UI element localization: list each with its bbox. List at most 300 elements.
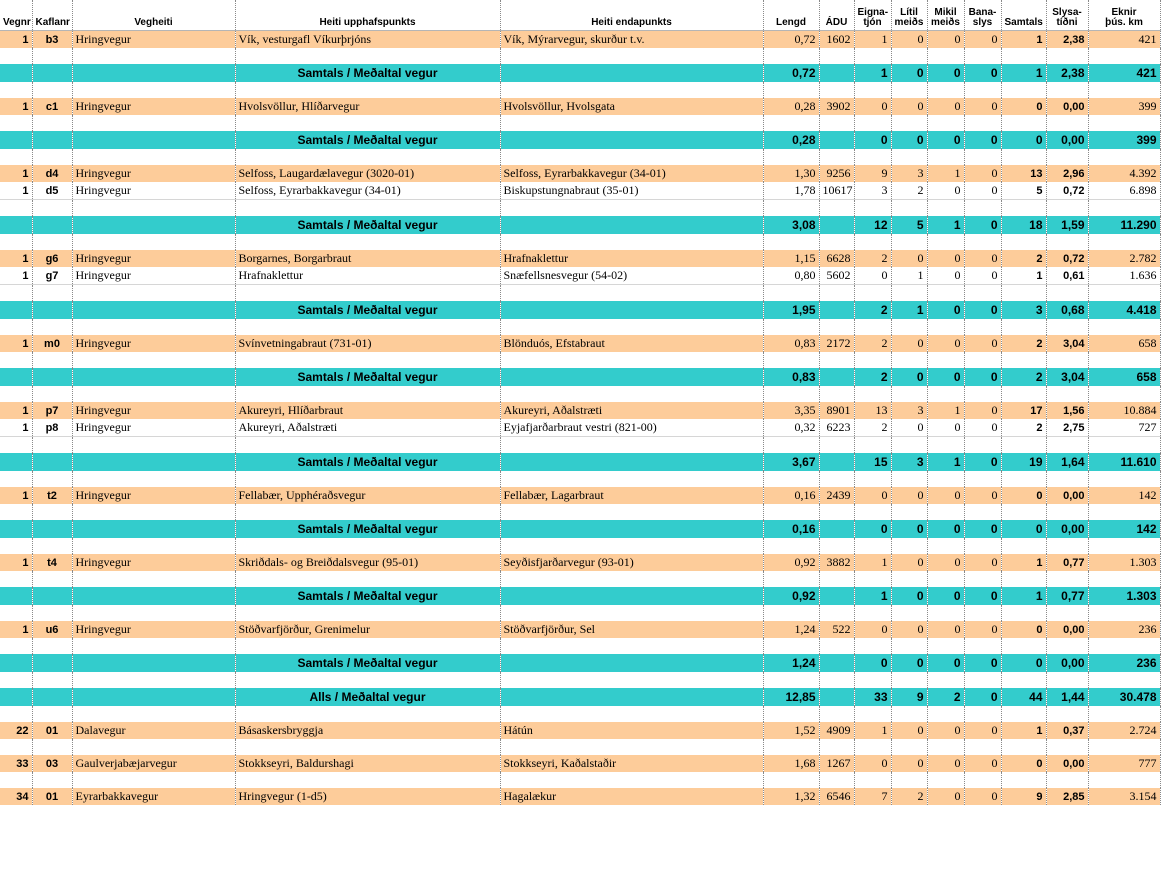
empty-cell[interactable] xyxy=(1046,352,1088,368)
empty-cell[interactable] xyxy=(1001,739,1046,755)
cell-banaslys[interactable]: 0 xyxy=(964,165,1001,182)
empty-cell[interactable] xyxy=(1001,772,1046,788)
empty-cell[interactable] xyxy=(819,471,854,487)
empty-cell[interactable] xyxy=(235,672,500,688)
cell-vegheiti[interactable]: Hringvegur xyxy=(72,621,235,638)
empty-cell[interactable] xyxy=(927,115,964,131)
empty-cell[interactable] xyxy=(854,82,891,98)
cell-vegnr[interactable] xyxy=(0,216,32,234)
cell-endapunktur[interactable]: Hagalækur xyxy=(500,788,763,805)
cell-kaflanr[interactable]: c1 xyxy=(32,98,72,115)
empty-cell[interactable] xyxy=(235,739,500,755)
empty-cell[interactable] xyxy=(0,672,32,688)
empty-cell[interactable] xyxy=(964,437,1001,454)
empty-cell[interactable] xyxy=(1001,200,1046,217)
empty-cell[interactable] xyxy=(1088,571,1160,587)
empty-cell[interactable] xyxy=(927,82,964,98)
empty-cell[interactable] xyxy=(32,200,72,217)
cell-kaflanr[interactable] xyxy=(32,216,72,234)
cell-upphafspunktur[interactable]: Selfoss, Laugardælavegur (3020-01) xyxy=(235,165,500,182)
cell-litil-meids[interactable]: 0 xyxy=(891,722,927,739)
cell-eignatjon[interactable]: 0 xyxy=(854,131,891,149)
empty-cell[interactable] xyxy=(819,285,854,302)
cell-vegnr[interactable]: 1 xyxy=(0,267,32,285)
cell-litil-meids[interactable]: 3 xyxy=(891,453,927,471)
empty-cell[interactable] xyxy=(1001,471,1046,487)
empty-cell[interactable] xyxy=(235,285,500,302)
empty-cell[interactable] xyxy=(500,672,763,688)
cell-adu[interactable] xyxy=(819,368,854,386)
empty-cell[interactable] xyxy=(0,538,32,554)
cell-kaflanr[interactable] xyxy=(32,453,72,471)
cell-banaslys[interactable]: 0 xyxy=(964,654,1001,672)
cell-banaslys[interactable]: 0 xyxy=(964,554,1001,571)
cell-mikil-meids[interactable]: 0 xyxy=(927,131,964,149)
cell-mikil-meids[interactable]: 0 xyxy=(927,267,964,285)
cell-total-label[interactable]: Samtals / Meðaltal vegur xyxy=(235,131,500,149)
cell-upphafspunktur[interactable]: Svínvetningabraut (731-01) xyxy=(235,335,500,352)
cell-lengd[interactable]: 3,08 xyxy=(763,216,819,234)
header-slysatidni[interactable] xyxy=(1046,0,1088,31)
cell-vegnr[interactable] xyxy=(0,64,32,82)
empty-cell[interactable] xyxy=(500,605,763,621)
cell-total-label[interactable]: Samtals / Meðaltal vegur xyxy=(235,64,500,82)
cell-vegheiti[interactable] xyxy=(72,520,235,538)
empty-cell[interactable] xyxy=(32,672,72,688)
empty-cell[interactable] xyxy=(500,638,763,654)
cell-adu[interactable]: 8901 xyxy=(819,402,854,419)
cell-samtals[interactable]: 1 xyxy=(1001,267,1046,285)
empty-cell[interactable] xyxy=(964,285,1001,302)
cell-eknir[interactable]: 236 xyxy=(1088,621,1160,638)
cell-samtals[interactable]: 44 xyxy=(1001,688,1046,706)
cell-vegnr[interactable]: 1 xyxy=(0,165,32,182)
cell-endapunktur[interactable] xyxy=(500,453,763,471)
cell-banaslys[interactable]: 0 xyxy=(964,301,1001,319)
cell-samtals[interactable]: 2 xyxy=(1001,335,1046,352)
empty-cell[interactable] xyxy=(927,200,964,217)
cell-endapunktur[interactable] xyxy=(500,368,763,386)
cell-lengd[interactable]: 0,80 xyxy=(763,267,819,285)
empty-cell[interactable] xyxy=(1088,115,1160,131)
header-mikil-meids[interactable] xyxy=(927,0,964,31)
cell-total-label[interactable]: Samtals / Meðaltal vegur xyxy=(235,368,500,386)
empty-cell[interactable] xyxy=(32,739,72,755)
cell-eignatjon[interactable]: 2 xyxy=(854,368,891,386)
cell-samtals[interactable]: 0 xyxy=(1001,755,1046,772)
cell-eignatjon[interactable]: 7 xyxy=(854,788,891,805)
empty-cell[interactable] xyxy=(854,386,891,402)
cell-slysatidni[interactable]: 0,00 xyxy=(1046,98,1088,115)
cell-vegheiti[interactable]: Hringvegur xyxy=(72,487,235,504)
cell-adu[interactable]: 3902 xyxy=(819,98,854,115)
cell-mikil-meids[interactable]: 1 xyxy=(927,402,964,419)
cell-samtals[interactable]: 5 xyxy=(1001,182,1046,200)
cell-endapunktur[interactable] xyxy=(500,64,763,82)
empty-cell[interactable] xyxy=(854,471,891,487)
empty-cell[interactable] xyxy=(891,437,927,454)
cell-banaslys[interactable]: 0 xyxy=(964,688,1001,706)
cell-vegnr[interactable] xyxy=(0,587,32,605)
empty-cell[interactable] xyxy=(1001,352,1046,368)
empty-cell[interactable] xyxy=(763,471,819,487)
cell-samtals[interactable]: 1 xyxy=(1001,722,1046,739)
empty-cell[interactable] xyxy=(72,48,235,64)
cell-samtals[interactable]: 2 xyxy=(1001,419,1046,437)
cell-eknir[interactable]: 2.724 xyxy=(1088,722,1160,739)
cell-endapunktur[interactable] xyxy=(500,520,763,538)
empty-cell[interactable] xyxy=(235,319,500,335)
cell-vegnr[interactable]: 1 xyxy=(0,335,32,352)
cell-endapunktur[interactable]: Blönduós, Efstabraut xyxy=(500,335,763,352)
cell-vegheiti[interactable]: Hringvegur xyxy=(72,267,235,285)
empty-cell[interactable] xyxy=(763,772,819,788)
cell-eknir[interactable]: 421 xyxy=(1088,31,1160,49)
cell-endapunktur[interactable] xyxy=(500,654,763,672)
cell-slysatidni[interactable]: 0,00 xyxy=(1046,487,1088,504)
empty-cell[interactable] xyxy=(32,471,72,487)
cell-upphafspunktur[interactable]: Hvolsvöllur, Hlíðarvegur xyxy=(235,98,500,115)
cell-mikil-meids[interactable]: 0 xyxy=(927,587,964,605)
empty-cell[interactable] xyxy=(235,149,500,165)
cell-eignatjon[interactable]: 2 xyxy=(854,250,891,267)
empty-cell[interactable] xyxy=(763,504,819,520)
empty-cell[interactable] xyxy=(32,82,72,98)
empty-cell[interactable] xyxy=(819,82,854,98)
empty-cell[interactable] xyxy=(891,638,927,654)
cell-eknir[interactable]: 399 xyxy=(1088,98,1160,115)
cell-litil-meids[interactable]: 2 xyxy=(891,182,927,200)
empty-cell[interactable] xyxy=(927,638,964,654)
empty-cell[interactable] xyxy=(1046,437,1088,454)
empty-cell[interactable] xyxy=(1088,285,1160,302)
empty-cell[interactable] xyxy=(500,739,763,755)
empty-cell[interactable] xyxy=(854,739,891,755)
empty-cell[interactable] xyxy=(0,386,32,402)
cell-vegheiti[interactable]: Hringvegur xyxy=(72,182,235,200)
cell-slysatidni[interactable]: 0,61 xyxy=(1046,267,1088,285)
empty-cell[interactable] xyxy=(854,605,891,621)
empty-cell[interactable] xyxy=(235,605,500,621)
empty-cell[interactable] xyxy=(1046,319,1088,335)
empty-cell[interactable] xyxy=(32,571,72,587)
empty-cell[interactable] xyxy=(32,706,72,722)
cell-lengd[interactable]: 0,72 xyxy=(763,31,819,49)
cell-endapunktur[interactable] xyxy=(500,131,763,149)
cell-litil-meids[interactable]: 0 xyxy=(891,621,927,638)
empty-cell[interactable] xyxy=(235,115,500,131)
cell-lengd[interactable]: 0,32 xyxy=(763,419,819,437)
empty-cell[interactable] xyxy=(891,234,927,250)
cell-vegnr[interactable] xyxy=(0,654,32,672)
cell-vegheiti[interactable] xyxy=(72,216,235,234)
empty-cell[interactable] xyxy=(854,772,891,788)
cell-litil-meids[interactable]: 0 xyxy=(891,98,927,115)
empty-cell[interactable] xyxy=(891,605,927,621)
cell-eignatjon[interactable]: 0 xyxy=(854,621,891,638)
cell-upphafspunktur[interactable]: Skriðdals- og Breiðdalsvegur (95-01) xyxy=(235,554,500,571)
cell-vegheiti[interactable] xyxy=(72,688,235,706)
empty-cell[interactable] xyxy=(500,386,763,402)
empty-cell[interactable] xyxy=(72,352,235,368)
empty-cell[interactable] xyxy=(763,149,819,165)
cell-eignatjon[interactable]: 2 xyxy=(854,301,891,319)
empty-cell[interactable] xyxy=(1046,48,1088,64)
cell-endapunktur[interactable]: Akureyri, Aðalstræti xyxy=(500,402,763,419)
header-samtals[interactable]: Samtals xyxy=(1001,0,1046,31)
cell-adu[interactable] xyxy=(819,131,854,149)
cell-vegheiti[interactable] xyxy=(72,131,235,149)
cell-upphafspunktur[interactable]: Selfoss, Eyrarbakkavegur (34-01) xyxy=(235,182,500,200)
cell-eignatjon[interactable]: 0 xyxy=(854,98,891,115)
cell-mikil-meids[interactable]: 0 xyxy=(927,64,964,82)
empty-cell[interactable] xyxy=(854,571,891,587)
cell-vegnr[interactable] xyxy=(0,368,32,386)
empty-cell[interactable] xyxy=(891,706,927,722)
empty-cell[interactable] xyxy=(1001,48,1046,64)
empty-cell[interactable] xyxy=(819,772,854,788)
empty-cell[interactable] xyxy=(32,504,72,520)
empty-cell[interactable] xyxy=(819,319,854,335)
cell-kaflanr[interactable]: t4 xyxy=(32,554,72,571)
cell-endapunktur[interactable]: Hátún xyxy=(500,722,763,739)
empty-cell[interactable] xyxy=(964,386,1001,402)
cell-vegheiti[interactable]: Hringvegur xyxy=(72,335,235,352)
cell-eknir[interactable]: 399 xyxy=(1088,131,1160,149)
empty-cell[interactable] xyxy=(763,319,819,335)
empty-cell[interactable] xyxy=(1088,672,1160,688)
empty-cell[interactable] xyxy=(1001,638,1046,654)
empty-cell[interactable] xyxy=(72,504,235,520)
empty-cell[interactable] xyxy=(819,115,854,131)
header-adu[interactable]: ÁDU xyxy=(819,0,854,31)
cell-vegnr[interactable]: 1 xyxy=(0,554,32,571)
cell-samtals[interactable]: 0 xyxy=(1001,487,1046,504)
cell-adu[interactable] xyxy=(819,301,854,319)
cell-mikil-meids[interactable]: 0 xyxy=(927,368,964,386)
empty-cell[interactable] xyxy=(1088,538,1160,554)
cell-eknir[interactable]: 1.303 xyxy=(1088,554,1160,571)
empty-cell[interactable] xyxy=(964,538,1001,554)
empty-cell[interactable] xyxy=(0,234,32,250)
empty-cell[interactable] xyxy=(891,319,927,335)
cell-slysatidni[interactable]: 1,64 xyxy=(1046,453,1088,471)
empty-cell[interactable] xyxy=(500,538,763,554)
cell-lengd[interactable]: 0,92 xyxy=(763,587,819,605)
empty-cell[interactable] xyxy=(1046,82,1088,98)
empty-cell[interactable] xyxy=(964,200,1001,217)
cell-litil-meids[interactable]: 0 xyxy=(891,368,927,386)
empty-cell[interactable] xyxy=(1088,739,1160,755)
empty-cell[interactable] xyxy=(763,605,819,621)
empty-cell[interactable] xyxy=(891,571,927,587)
cell-eignatjon[interactable]: 1 xyxy=(854,64,891,82)
empty-cell[interactable] xyxy=(1088,605,1160,621)
empty-cell[interactable] xyxy=(854,352,891,368)
cell-kaflanr[interactable] xyxy=(32,587,72,605)
cell-eignatjon[interactable]: 12 xyxy=(854,216,891,234)
empty-cell[interactable] xyxy=(235,504,500,520)
cell-adu[interactable]: 6628 xyxy=(819,250,854,267)
empty-cell[interactable] xyxy=(819,672,854,688)
cell-adu[interactable]: 3882 xyxy=(819,554,854,571)
empty-cell[interactable] xyxy=(235,48,500,64)
empty-cell[interactable] xyxy=(763,115,819,131)
empty-cell[interactable] xyxy=(1088,638,1160,654)
cell-slysatidni[interactable]: 2,85 xyxy=(1046,788,1088,805)
cell-litil-meids[interactable]: 0 xyxy=(891,335,927,352)
cell-lengd[interactable]: 3,35 xyxy=(763,402,819,419)
cell-litil-meids[interactable]: 0 xyxy=(891,654,927,672)
empty-cell[interactable] xyxy=(891,352,927,368)
cell-adu[interactable] xyxy=(819,520,854,538)
empty-cell[interactable] xyxy=(32,605,72,621)
empty-cell[interactable] xyxy=(1046,571,1088,587)
cell-lengd[interactable]: 1,68 xyxy=(763,755,819,772)
cell-litil-meids[interactable]: 1 xyxy=(891,301,927,319)
cell-lengd[interactable]: 1,15 xyxy=(763,250,819,267)
empty-cell[interactable] xyxy=(72,149,235,165)
cell-vegheiti[interactable]: Hringvegur xyxy=(72,250,235,267)
empty-cell[interactable] xyxy=(500,471,763,487)
empty-cell[interactable] xyxy=(927,149,964,165)
empty-cell[interactable] xyxy=(927,571,964,587)
empty-cell[interactable] xyxy=(891,115,927,131)
cell-total-label[interactable]: Samtals / Meðaltal vegur xyxy=(235,453,500,471)
cell-lengd[interactable]: 0,83 xyxy=(763,368,819,386)
cell-kaflanr[interactable]: m0 xyxy=(32,335,72,352)
cell-slysatidni[interactable]: 0,68 xyxy=(1046,301,1088,319)
empty-cell[interactable] xyxy=(891,739,927,755)
empty-cell[interactable] xyxy=(32,115,72,131)
cell-eknir[interactable]: 421 xyxy=(1088,64,1160,82)
cell-eignatjon[interactable]: 33 xyxy=(854,688,891,706)
empty-cell[interactable] xyxy=(32,437,72,454)
empty-cell[interactable] xyxy=(819,605,854,621)
cell-vegheiti[interactable] xyxy=(72,453,235,471)
cell-kaflanr[interactable]: p8 xyxy=(32,419,72,437)
cell-upphafspunktur[interactable]: Fellabær, Upphéraðsvegur xyxy=(235,487,500,504)
empty-cell[interactable] xyxy=(1046,706,1088,722)
empty-cell[interactable] xyxy=(763,386,819,402)
empty-cell[interactable] xyxy=(891,471,927,487)
cell-vegnr[interactable]: 22 xyxy=(0,722,32,739)
empty-cell[interactable] xyxy=(854,285,891,302)
empty-cell[interactable] xyxy=(891,200,927,217)
empty-cell[interactable] xyxy=(32,352,72,368)
cell-eignatjon[interactable]: 0 xyxy=(854,520,891,538)
cell-vegnr[interactable]: 1 xyxy=(0,182,32,200)
empty-cell[interactable] xyxy=(235,386,500,402)
cell-adu[interactable]: 1267 xyxy=(819,755,854,772)
cell-banaslys[interactable]: 0 xyxy=(964,64,1001,82)
empty-cell[interactable] xyxy=(235,437,500,454)
empty-cell[interactable] xyxy=(1046,471,1088,487)
cell-samtals[interactable]: 9 xyxy=(1001,788,1046,805)
empty-cell[interactable] xyxy=(854,48,891,64)
empty-cell[interactable] xyxy=(819,571,854,587)
cell-lengd[interactable]: 1,52 xyxy=(763,722,819,739)
cell-eknir[interactable]: 11.610 xyxy=(1088,453,1160,471)
cell-vegheiti[interactable]: Eyrarbakkavegur xyxy=(72,788,235,805)
empty-cell[interactable] xyxy=(1088,437,1160,454)
cell-adu[interactable]: 2439 xyxy=(819,487,854,504)
cell-total-label[interactable]: Samtals / Meðaltal vegur xyxy=(235,587,500,605)
cell-endapunktur[interactable]: Hvolsvöllur, Hvolsgata xyxy=(500,98,763,115)
cell-slysatidni[interactable]: 0,00 xyxy=(1046,621,1088,638)
empty-cell[interactable] xyxy=(1001,319,1046,335)
cell-samtals[interactable]: 1 xyxy=(1001,587,1046,605)
cell-banaslys[interactable]: 0 xyxy=(964,722,1001,739)
cell-banaslys[interactable]: 0 xyxy=(964,31,1001,49)
empty-cell[interactable] xyxy=(964,672,1001,688)
empty-cell[interactable] xyxy=(964,352,1001,368)
cell-kaflanr[interactable] xyxy=(32,64,72,82)
empty-cell[interactable] xyxy=(1001,82,1046,98)
cell-slysatidni[interactable]: 3,04 xyxy=(1046,335,1088,352)
empty-cell[interactable] xyxy=(964,504,1001,520)
empty-cell[interactable] xyxy=(819,200,854,217)
cell-upphafspunktur[interactable]: Akureyri, Hlíðarbraut xyxy=(235,402,500,419)
empty-cell[interactable] xyxy=(1001,234,1046,250)
cell-endapunktur[interactable]: Biskupstungnabraut (35-01) xyxy=(500,182,763,200)
empty-cell[interactable] xyxy=(964,319,1001,335)
empty-cell[interactable] xyxy=(235,538,500,554)
cell-lengd[interactable]: 0,16 xyxy=(763,520,819,538)
empty-cell[interactable] xyxy=(72,672,235,688)
empty-cell[interactable] xyxy=(819,538,854,554)
cell-endapunktur[interactable]: Selfoss, Eyrarbakkavegur (34-01) xyxy=(500,165,763,182)
empty-cell[interactable] xyxy=(927,739,964,755)
cell-litil-meids[interactable]: 9 xyxy=(891,688,927,706)
empty-cell[interactable] xyxy=(1046,200,1088,217)
empty-cell[interactable] xyxy=(964,638,1001,654)
cell-eknir[interactable]: 10.884 xyxy=(1088,402,1160,419)
cell-kaflanr[interactable]: 01 xyxy=(32,722,72,739)
cell-samtals[interactable]: 0 xyxy=(1001,654,1046,672)
cell-eknir[interactable]: 11.290 xyxy=(1088,216,1160,234)
empty-cell[interactable] xyxy=(32,48,72,64)
empty-cell[interactable] xyxy=(500,149,763,165)
cell-vegnr[interactable]: 1 xyxy=(0,487,32,504)
header-litil-meids[interactable] xyxy=(891,0,927,31)
cell-eknir[interactable]: 2.782 xyxy=(1088,250,1160,267)
empty-cell[interactable] xyxy=(72,605,235,621)
header-vegheiti[interactable]: Vegheiti xyxy=(72,0,235,31)
empty-cell[interactable] xyxy=(927,352,964,368)
cell-mikil-meids[interactable]: 2 xyxy=(927,688,964,706)
cell-upphafspunktur[interactable]: Akureyri, Aðalstræti xyxy=(235,419,500,437)
cell-slysatidni[interactable]: 0,77 xyxy=(1046,554,1088,571)
empty-cell[interactable] xyxy=(763,638,819,654)
empty-cell[interactable] xyxy=(32,638,72,654)
empty-cell[interactable] xyxy=(819,386,854,402)
cell-lengd[interactable]: 0,83 xyxy=(763,335,819,352)
cell-banaslys[interactable]: 0 xyxy=(964,131,1001,149)
cell-eknir[interactable]: 142 xyxy=(1088,487,1160,504)
empty-cell[interactable] xyxy=(854,538,891,554)
empty-cell[interactable] xyxy=(964,706,1001,722)
cell-eknir[interactable]: 727 xyxy=(1088,419,1160,437)
cell-vegnr[interactable]: 1 xyxy=(0,98,32,115)
cell-mikil-meids[interactable]: 0 xyxy=(927,554,964,571)
header-lengd[interactable]: Lengd xyxy=(763,0,819,31)
cell-upphafspunktur[interactable]: Vík, vesturgafl Víkurþrjóns xyxy=(235,31,500,49)
cell-banaslys[interactable]: 0 xyxy=(964,335,1001,352)
empty-cell[interactable] xyxy=(235,200,500,217)
empty-cell[interactable] xyxy=(1088,471,1160,487)
cell-slysatidni[interactable]: 1,44 xyxy=(1046,688,1088,706)
